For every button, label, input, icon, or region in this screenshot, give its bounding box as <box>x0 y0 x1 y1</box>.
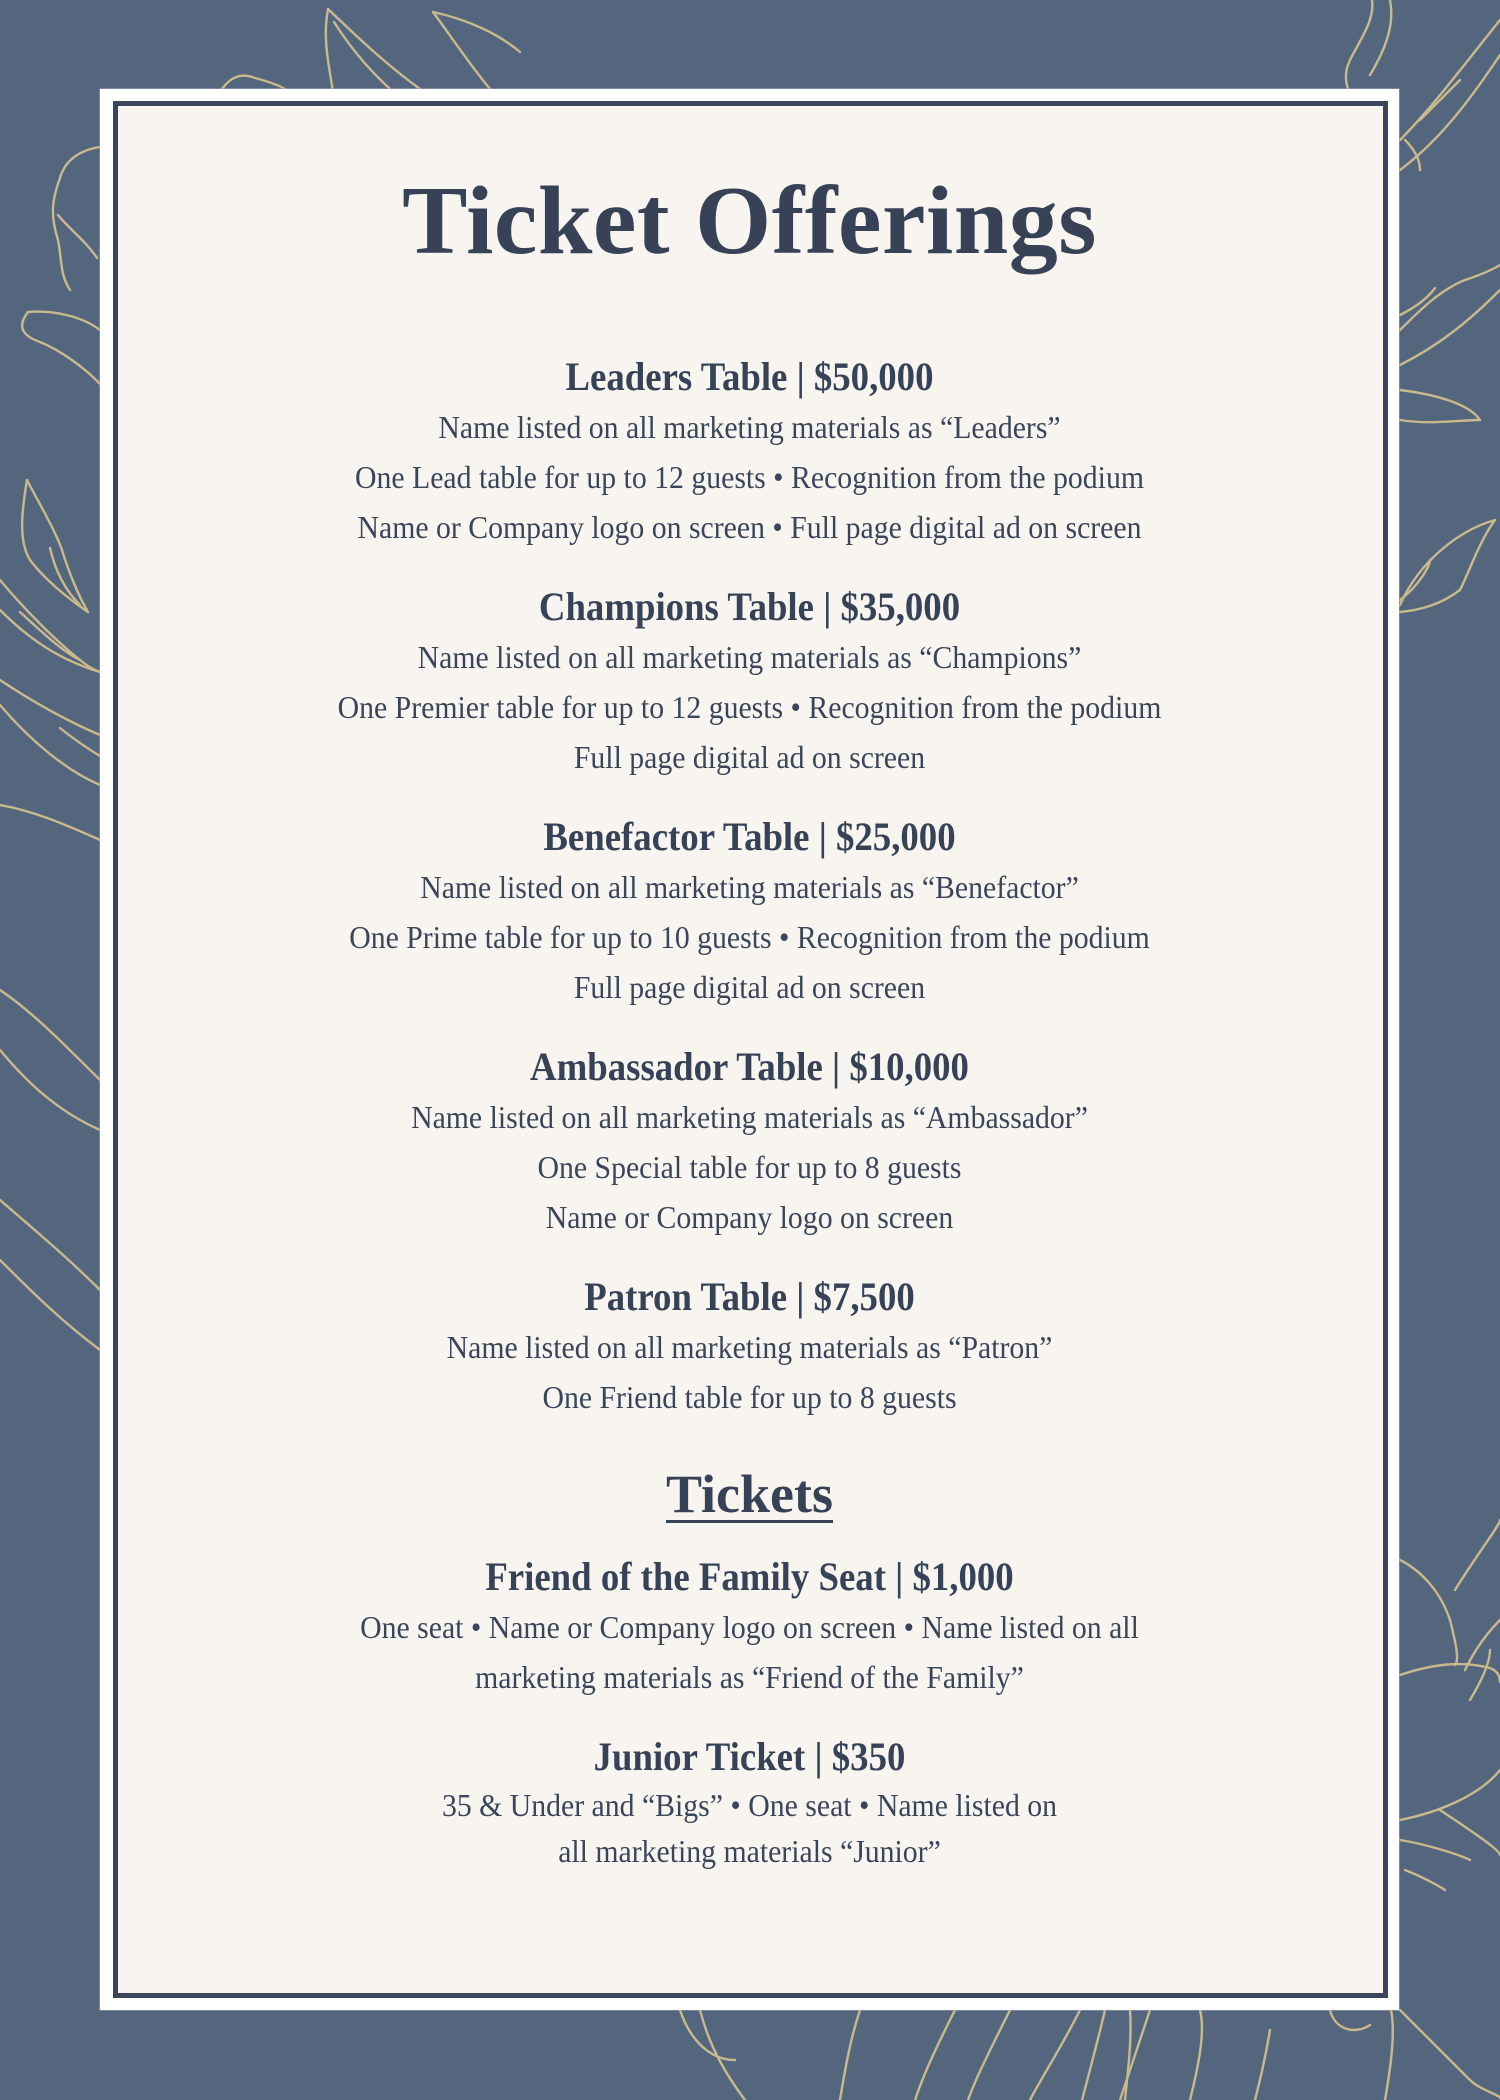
tier-benefit-line: Name or Company logo on screen <box>545 1199 954 1235</box>
tier-benefit-line: One Special table for up to 8 guests <box>537 1149 962 1185</box>
tickets-section-heading <box>100 1464 1399 1524</box>
tier-heading: Benefactor Table | $25,000 <box>543 814 956 859</box>
tier-patron <box>100 1272 1399 1422</box>
ticket-benefit-line: all marketing materials “Junior” <box>558 1833 941 1869</box>
ticket-benefit-line: marketing materials as “Friend of the Family” <box>475 1659 1024 1695</box>
ticket-heading: Friend of the Family Seat | $1,000 <box>485 1554 1014 1599</box>
tier-benefit-line: Name or Company logo on screen • Full page digital ad on screen <box>357 509 1142 545</box>
page-title: Ticket Offerings <box>402 167 1097 275</box>
tier-benefit-line: Full page digital ad on screen <box>573 739 926 775</box>
tier-benefit-line: One Friend table for up to 8 guests <box>542 1379 957 1415</box>
ticket-offerings-card <box>100 89 1399 2010</box>
tier-benefit-line: One Premier table for up to 12 guests • Recognition from the podium <box>337 689 1162 725</box>
tier-benefit-line: Name listed on all marketing materials as “Champions” <box>417 639 1082 675</box>
tier-heading: Champions Table | $35,000 <box>538 584 961 629</box>
tier-benefit-line: Full page digital ad on screen <box>573 969 926 1005</box>
tier-benefactor <box>100 812 1399 1012</box>
tickets-heading-text: Tickets <box>665 1464 833 1524</box>
tier-benefit-line: Name listed on all marketing materials as “Ambassador” <box>411 1099 1088 1135</box>
tier-benefit-line: One Lead table for up to 12 guests • Recognition from the podium <box>355 459 1144 495</box>
tier-heading: Leaders Table | $50,000 <box>565 354 934 399</box>
tier-heading: Ambassador Table | $10,000 <box>530 1044 969 1089</box>
tier-leaders <box>100 352 1399 552</box>
ticket-benefit-line: One seat • Name or Company logo on screen • Name listed on all <box>360 1609 1139 1645</box>
tier-benefit-line: Name listed on all marketing materials as “Leaders” <box>438 409 1061 445</box>
tier-ambassador <box>100 1042 1399 1242</box>
ticket-friend-of-the-family <box>100 1552 1399 1702</box>
tier-benefit-line: Name listed on all marketing materials as “Patron” <box>446 1329 1053 1365</box>
tier-benefit-line: Name listed on all marketing materials as “Benefactor” <box>420 869 1079 905</box>
tier-benefit-line: One Prime table for up to 10 guests • Recognition from the podium <box>349 919 1150 955</box>
tier-champions <box>100 582 1399 782</box>
ticket-heading: Junior Ticket | $350 <box>593 1734 906 1779</box>
ticket-benefit-line: 35 & Under and “Bigs” • One seat • Name listed on <box>441 1787 1058 1823</box>
tier-heading: Patron Table | $7,500 <box>584 1274 915 1319</box>
ticket-junior <box>100 1732 1399 1874</box>
